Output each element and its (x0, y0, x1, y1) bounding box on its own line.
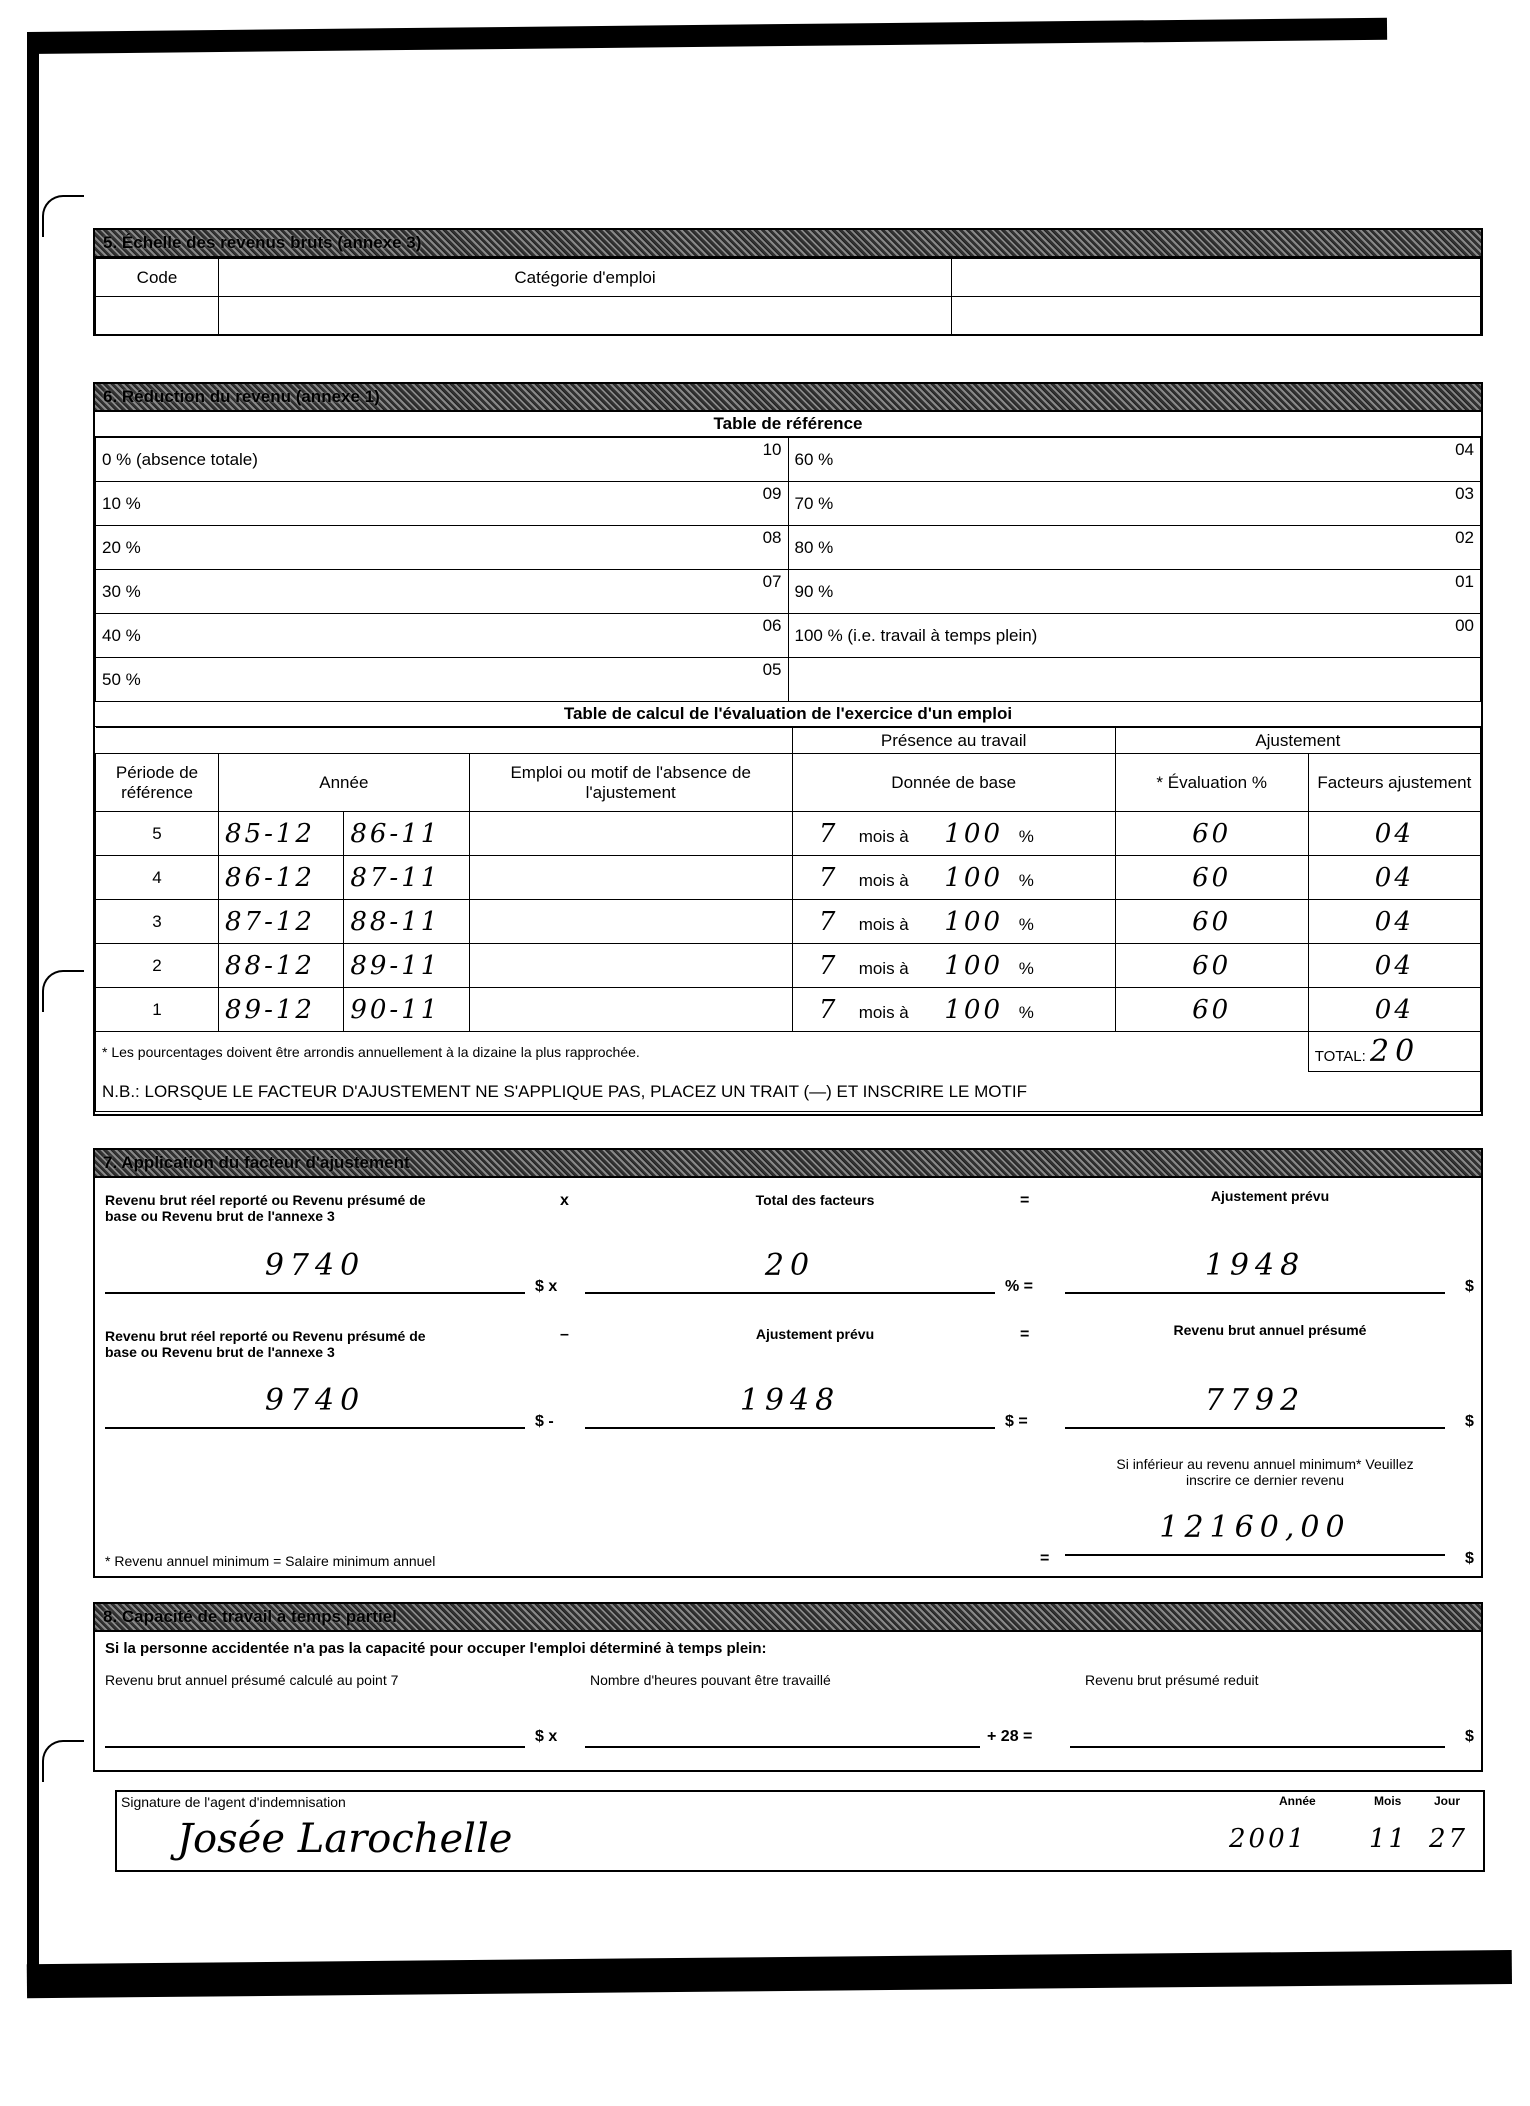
reference-row (96, 438, 1481, 482)
ref-label: 50 % (96, 658, 669, 702)
presumed-income-field[interactable]: 7792 (1065, 1383, 1445, 1429)
months-label: mois à (858, 914, 909, 934)
calc-row (96, 812, 1481, 856)
ref-code: 07 (668, 570, 788, 614)
date-month[interactable]: 11 (1369, 1824, 1409, 1854)
date-year[interactable]: 2001 (1229, 1824, 1308, 1854)
punch-hole-mark (42, 195, 84, 237)
equals-sign: = (1020, 1192, 1030, 1209)
reference-row (96, 658, 1481, 702)
signature-name[interactable]: Josée Larochelle (177, 1816, 513, 1862)
months-label: mois à (858, 958, 909, 978)
date-year-label: Année (1279, 1794, 1316, 1808)
unit-dollar: $ (1465, 1728, 1474, 1745)
evaluation-cell[interactable]: 60 (1115, 812, 1308, 856)
income-label-1: Revenu brut réel reporté ou Revenu présumé de base ou Revenu brut de l'annexe 3 (105, 1192, 426, 1225)
scan-border-left (27, 32, 39, 1982)
category-cell[interactable] (219, 297, 952, 335)
section-5 (93, 228, 1483, 336)
col-category: Catégorie d'emploi (219, 259, 952, 297)
col-year: Année (219, 754, 470, 812)
rate-value[interactable]: 100 (944, 906, 1003, 937)
signature-label: Signature de l'agent d'indemnisation (121, 1794, 346, 1810)
income-field-2[interactable]: 9740 (105, 1383, 525, 1429)
col-eval: * Évaluation % (1115, 754, 1308, 812)
minimum-footnote: * Revenu annuel minimum = Salaire minimum annuel (105, 1553, 436, 1569)
ref-label: 20 % (96, 526, 669, 570)
months-value[interactable]: 7 (818, 906, 839, 937)
reason-cell[interactable] (469, 944, 792, 988)
percent-sign: % (1018, 914, 1034, 934)
signature-box (115, 1790, 1485, 1872)
factor-cell[interactable]: 04 (1308, 856, 1480, 900)
minimum-income-field[interactable]: 12160,00 (1065, 1510, 1445, 1556)
calc-row (96, 988, 1481, 1032)
adjust-field-1[interactable]: 1948 (1065, 1248, 1445, 1294)
col2-label: Nombre d'heures pouvant être travaillé (590, 1672, 831, 1688)
income-scale-table (95, 258, 1481, 335)
unit-1: $ x (535, 1278, 558, 1295)
planned-adjust-label: Ajustement prévu (1210, 1188, 1330, 1204)
year-to-cell[interactable]: 86-11 (344, 812, 469, 856)
reference-row (96, 526, 1481, 570)
ref-code: 06 (668, 614, 788, 658)
unit-divide: + 28 = (987, 1728, 1033, 1745)
calc-table-title: Table de calcul de l'évaluation de l'exercice d'un emploi (95, 702, 1481, 727)
percent-sign: % (1018, 870, 1034, 890)
year-from-cell[interactable]: 88-12 (219, 944, 344, 988)
scan-border-bottom (27, 1950, 1512, 1998)
period-cell: 4 (96, 856, 219, 900)
reason-cell[interactable] (469, 812, 792, 856)
reduced-income-input[interactable] (1070, 1702, 1445, 1748)
adjust-field-2[interactable]: 1948 (585, 1383, 995, 1429)
ref-label: 100 % (i.e. travail à temps plein) (788, 614, 1361, 658)
minimum-note: Si inférieur au revenu annuel minimum* Veuillez inscrire ce dernier revenu (1116, 1456, 1414, 1489)
reason-cell[interactable] (469, 900, 792, 944)
equals-sign: = (1040, 1550, 1050, 1567)
col3-label: Revenu brut présumé reduit (1085, 1672, 1259, 1688)
factor-cell[interactable]: 04 (1308, 900, 1480, 944)
date-month-label: Mois (1374, 1794, 1402, 1808)
months-value[interactable]: 7 (818, 818, 839, 849)
base-data-cell (792, 944, 1115, 988)
ref-code: 00 (1361, 614, 1481, 658)
base-data-cell (792, 812, 1115, 856)
col-base: Donnée de base (792, 754, 1115, 812)
ref-label: 80 % (788, 526, 1361, 570)
minus-sign: – (560, 1326, 569, 1343)
ref-label: 40 % (96, 614, 669, 658)
year-to-cell[interactable]: 90-11 (344, 988, 469, 1032)
section-6 (93, 382, 1483, 1116)
months-label: mois à (858, 826, 909, 846)
calc-row (96, 944, 1481, 988)
ref-code: 01 (1361, 570, 1481, 614)
reason-cell[interactable] (469, 988, 792, 1032)
evaluation-cell[interactable]: 60 (1115, 944, 1308, 988)
year-to-cell[interactable]: 87-11 (344, 856, 469, 900)
group-presence: Présence au travail (792, 728, 1115, 754)
ref-label: 70 % (788, 482, 1361, 526)
nb-note: N.B.: LORSQUE LE FACTEUR D'AJUSTEMENT NE S'APPLIQUE PAS, PLACEZ UN TRAIT (—) ET INSCRIRE LE MOTIF (96, 1072, 1481, 1112)
ref-label: 90 % (788, 570, 1361, 614)
date-day[interactable]: 27 (1429, 1824, 1469, 1854)
rate-value[interactable]: 100 (944, 862, 1003, 893)
code-cell[interactable] (96, 297, 219, 335)
evaluation-cell[interactable]: 60 (1115, 988, 1308, 1032)
date-day-label: Jour (1434, 1794, 1461, 1808)
factor-cell[interactable]: 04 (1308, 944, 1480, 988)
hours-input[interactable] (585, 1702, 980, 1748)
section-8-title: 8. Capacité de travail à temps partiel (95, 1604, 1481, 1632)
col-code: Code (96, 259, 219, 297)
income-scale-value-cell[interactable] (952, 297, 1481, 335)
base-data-cell (792, 900, 1115, 944)
section-7-title: 7. Application du facteur d'ajustement (95, 1150, 1481, 1178)
total-label: TOTAL: (1314, 1048, 1366, 1065)
reference-row (96, 614, 1481, 658)
unit-2: % = (1005, 1278, 1034, 1295)
punch-hole-mark (42, 1740, 84, 1782)
year-to-cell[interactable]: 89-11 (344, 944, 469, 988)
calc-row (96, 856, 1481, 900)
months-value[interactable]: 7 (818, 950, 839, 981)
section-7 (93, 1148, 1483, 1578)
ref-code: 04 (1361, 438, 1481, 482)
section-5-title: 5. Échelle des revenus bruts (annexe 3) (95, 230, 1481, 258)
unit-4: $ - (535, 1413, 554, 1430)
presumed-income-input[interactable] (105, 1702, 525, 1748)
unit-6: $ (1465, 1413, 1474, 1430)
scan-border-top (27, 18, 1387, 54)
group-adjust: Ajustement (1115, 728, 1480, 754)
ref-code: 09 (668, 482, 788, 526)
period-cell: 2 (96, 944, 219, 988)
factor-cell[interactable]: 04 (1308, 812, 1480, 856)
equals-sign: = (1020, 1326, 1030, 1343)
evaluation-cell[interactable]: 60 (1115, 900, 1308, 944)
ref-label: 0 % (absence totale) (96, 438, 669, 482)
col-period: Période de référence (96, 754, 219, 812)
total-factors-label: Total des facteurs (755, 1192, 875, 1208)
period-cell: 1 (96, 988, 219, 1032)
base-data-cell (792, 856, 1115, 900)
rate-value[interactable]: 100 (944, 818, 1003, 849)
income-field-1[interactable]: 9740 (105, 1248, 525, 1294)
date-field (1229, 1792, 1479, 1870)
income-label-2: Revenu brut réel reporté ou Revenu présumé de base ou Revenu brut de l'annexe 3 (105, 1328, 426, 1361)
ref-code: 02 (1361, 526, 1481, 570)
reference-row (96, 482, 1481, 526)
year-from-cell[interactable]: 89-12 (219, 988, 344, 1032)
percent-sign: % (1018, 958, 1034, 978)
evaluation-calc-table (95, 727, 1481, 1112)
ref-label: 30 % (96, 570, 669, 614)
calc-row (96, 900, 1481, 944)
rate-value[interactable]: 100 (944, 994, 1003, 1025)
year-to-cell[interactable]: 88-11 (344, 900, 469, 944)
unit-5: $ = (1005, 1413, 1028, 1430)
evaluation-cell[interactable]: 60 (1115, 856, 1308, 900)
unit-times: $ x (535, 1728, 558, 1745)
ref-label: 60 % (788, 438, 1361, 482)
percent-sign: % (1018, 1002, 1034, 1022)
ref-code: 08 (668, 526, 788, 570)
ref-code: 05 (668, 658, 788, 702)
times-sign: x (560, 1192, 569, 1209)
unit-7: $ (1465, 1550, 1474, 1567)
ref-label (788, 658, 1361, 702)
months-value[interactable]: 7 (818, 862, 839, 893)
factor-cell[interactable]: 04 (1308, 988, 1480, 1032)
unit-3: $ (1465, 1278, 1474, 1295)
income-scale-extra-cell[interactable] (952, 259, 1481, 297)
punch-hole-mark (42, 970, 84, 1012)
col-reason: Emploi ou motif de l'absence de l'ajustement (469, 754, 792, 812)
rate-value[interactable]: 100 (944, 950, 1003, 981)
part-time-condition: Si la personne accidentée n'a pas la capacité pour occuper l'emploi déterminé à temps plein: (105, 1640, 767, 1657)
calc-header-blank (96, 728, 793, 754)
months-label: mois à (858, 870, 909, 890)
ref-code: 03 (1361, 482, 1481, 526)
reference-table-title: Table de référence (95, 412, 1481, 437)
col-factor: Facteurs ajustement (1308, 754, 1480, 812)
base-data-cell (792, 988, 1115, 1032)
planned-adjust-label-2: Ajustement prévu (755, 1326, 875, 1342)
ref-label: 10 % (96, 482, 669, 526)
percent-sign: % (1018, 826, 1034, 846)
presumed-income-label: Revenu brut annuel présumé (1173, 1322, 1367, 1338)
reason-cell[interactable] (469, 856, 792, 900)
total-cell (1308, 1032, 1480, 1072)
period-cell: 3 (96, 900, 219, 944)
factor-field[interactable]: 20 (585, 1248, 995, 1294)
year-from-cell[interactable]: 85-12 (219, 812, 344, 856)
col1-label: Revenu brut annuel présumé calculé au point 7 (105, 1672, 399, 1688)
reference-row (96, 570, 1481, 614)
months-value[interactable]: 7 (818, 994, 839, 1025)
period-cell: 5 (96, 812, 219, 856)
reference-table (95, 437, 1481, 702)
months-label: mois à (858, 1002, 909, 1022)
ref-code: 10 (668, 438, 788, 482)
total-value[interactable]: 20 (1369, 1034, 1421, 1069)
section-6-title: 6. Réduction du revenu (annexe 1) (95, 384, 1481, 412)
year-from-cell[interactable]: 87-12 (219, 900, 344, 944)
ref-code (1361, 658, 1481, 702)
section-8 (93, 1602, 1483, 1772)
percent-footnote: * Les pourcentages doivent être arrondis annuellement à la dizaine la plus rapprochée. (96, 1032, 1309, 1072)
year-from-cell[interactable]: 86-12 (219, 856, 344, 900)
